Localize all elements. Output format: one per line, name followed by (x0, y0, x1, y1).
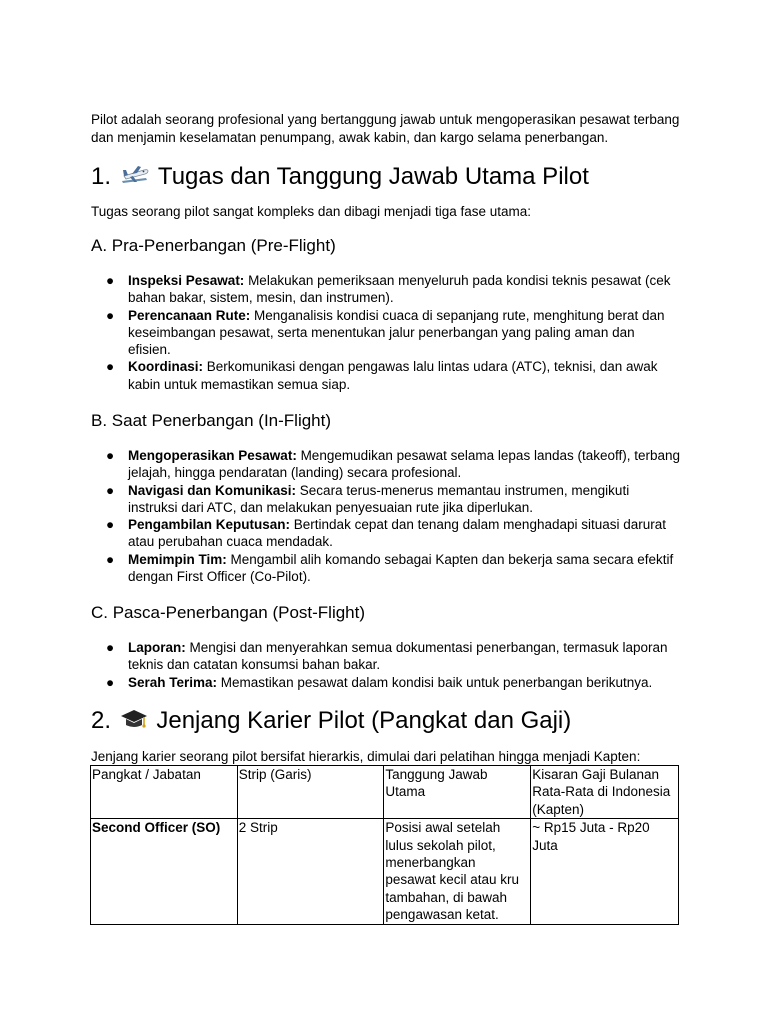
list-item (91, 358, 681, 393)
item-text: Bertindak cepat dan tenang dalam menghadapi situasi darurat atau perubahan cuaca mendadak. (128, 517, 667, 550)
table-cell-salary: ~ Rp15 Juta - Rp20 Juta (531, 819, 679, 924)
section-2-number: 2. (91, 707, 112, 734)
table-row (91, 819, 679, 924)
item-text: Berkomunikasi dengan pengawas lalu lintas udara (ATC), teknisi, dan awak kabin untuk memastikan semua siap. (128, 359, 658, 392)
table-cell-responsibility: Posisi awal setelah lulus sekolah pilot, menerbangkan pesawat kecil atau kru tambahan, di bawah pengawasan ketat. (384, 819, 531, 924)
bullet-icon: ● (106, 273, 115, 288)
item-term: Navigasi dan Komunikasi: (128, 482, 297, 498)
section-2-heading (91, 707, 571, 738)
subsection-b-heading: B. Saat Penerbangan (In-Flight) (91, 411, 332, 430)
list-item (91, 674, 681, 691)
item-term: Serah Terima: (128, 674, 218, 690)
section-1-intro: Tugas seorang pilot sangat kompleks dan dibagi menjadi tiga fase utama: (91, 204, 532, 219)
intro-paragraph: Pilot adalah seorang profesional yang bertanggung jawab untuk mengoperasikan pesawat terbang dan menjamin keselamatan penumpang, awak kabin, dan kargo selama penerbangan. (91, 112, 680, 145)
item-term: Laporan: (128, 640, 186, 655)
subsection-a-list (91, 272, 681, 393)
career-table (90, 765, 679, 925)
bullet-icon: ● (106, 482, 115, 498)
section-2-intro: Jenjang karier seorang pilot bersifat hierarkis, dimulai dari pelatihan hingga menjadi Kapten: (91, 749, 641, 764)
table-header-cell: Kisaran Gaji Bulanan Rata-Rata di Indonesia (Kapten) (531, 766, 679, 819)
bullet-icon: ● (106, 448, 115, 463)
item-text: Mengemudikan pesawat selama lepas landas (takeoff), terbang jelajah, hingga pendaratan (landing) secara profesional. (128, 448, 681, 481)
graduation-cap-icon (120, 707, 148, 738)
list-item (91, 307, 681, 359)
item-text: Secara terus-menerus memantau instrumen, mengikuti instruksi dari ATC, dan melakukan penyesuaian rute jika diperlukan. (128, 482, 630, 515)
item-term: Inspeksi Pesawat: (128, 273, 245, 288)
airplane-icon (120, 161, 150, 194)
bullet-icon: ● (106, 551, 115, 567)
section-1-number: 1. (91, 163, 112, 190)
list-item (91, 447, 681, 482)
table-header-cell: Tanggung Jawab Utama (384, 766, 531, 819)
item-text: Mengisi dan menyerahkan semua dokumentasi penerbangan, termasuk laporan teknis dan catatan konsumsi bahan bakar. (128, 640, 668, 673)
item-term: Mengoperasikan Pesawat: (128, 448, 297, 463)
table-cell-rank: Second Officer (SO) (91, 819, 238, 924)
table-header-cell: Strip (Garis) (237, 766, 384, 819)
item-text: Menganalisis kondisi cuaca di sepanjang rute, menghitung berat dan keseimbangan pesawat, serta menentukan jalur penerbangan yang paling aman dan efisien. (128, 307, 665, 358)
section-1-heading (91, 161, 589, 194)
bullet-icon: ● (106, 674, 115, 690)
subsection-c-heading: C. Pasca-Penerbangan (Post-Flight) (91, 603, 366, 622)
list-item (91, 482, 681, 517)
list-item (91, 639, 681, 674)
subsection-b-list (91, 447, 681, 585)
table-cell-strip: 2 Strip (237, 819, 384, 924)
subsection-a-heading: A. Pra-Penerbangan (Pre-Flight) (91, 236, 336, 255)
item-text: Memastikan pesawat dalam kondisi baik untuk penerbangan berikutnya. (217, 674, 653, 690)
item-term: Pengambilan Keputusan: (128, 517, 291, 533)
bullet-icon: ● (106, 517, 115, 533)
item-text: Mengambil alih komando sebagai Kapten dan bekerja sama secara efektif dengan First Officer (Co-Pilot). (128, 551, 674, 585)
table-header-row (91, 766, 679, 819)
bullet-icon: ● (106, 640, 115, 655)
subsection-c-list (91, 639, 681, 691)
section-1-title: Tugas dan Tanggung Jawab Utama Pilot (157, 163, 589, 190)
list-item (91, 551, 681, 586)
list-item (91, 516, 681, 551)
table-header-cell: Pangkat / Jabatan (91, 766, 238, 819)
item-term: Memimpin Tim: (128, 551, 227, 567)
bullet-icon: ● (106, 359, 115, 375)
item-text: Melakukan pemeriksaan menyeluruh pada kondisi teknis pesawat (cek bahan bakar, sistem, mesin, dan instrumen). (128, 273, 671, 306)
list-item (91, 272, 681, 307)
section-2-title: Jenjang Karier Pilot (Pangkat dan Gaji) (156, 707, 572, 734)
item-term: Perencanaan Rute: (128, 307, 251, 323)
item-term: Koordinasi: (128, 359, 204, 375)
bullet-icon: ● (106, 307, 115, 323)
